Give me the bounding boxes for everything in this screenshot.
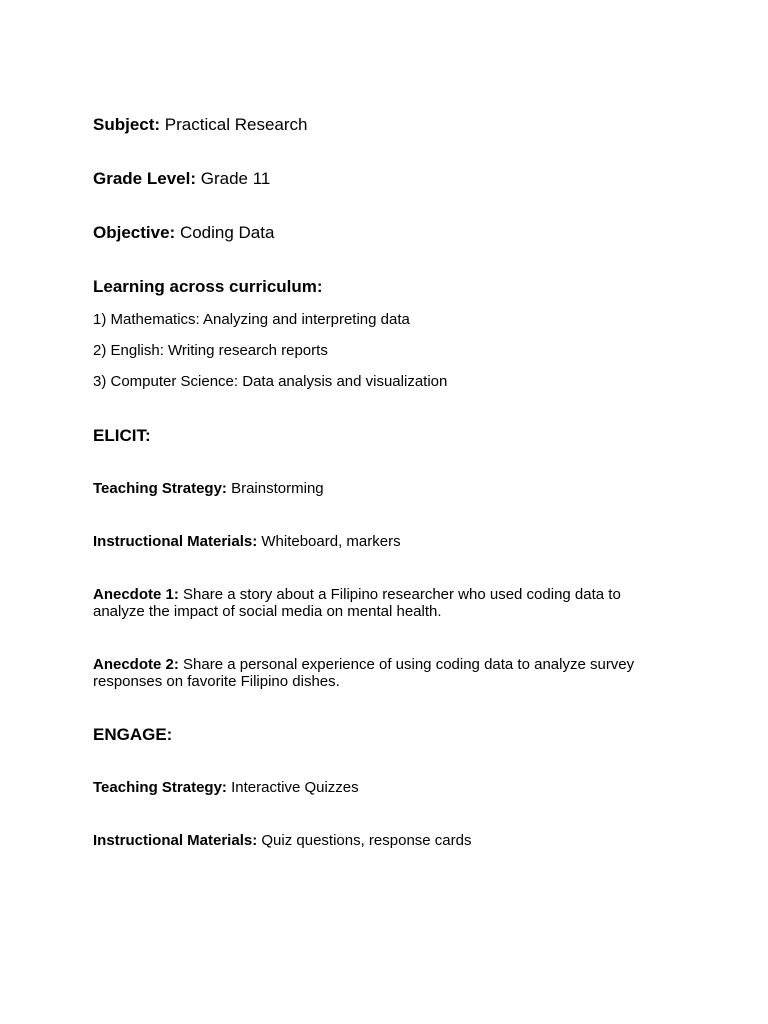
engage-materials-label: Instructional Materials:	[93, 832, 258, 849]
elicit-materials-line	[93, 533, 401, 551]
engage-materials-line	[93, 832, 472, 850]
engage-strategy-label: Teaching Strategy:	[93, 779, 227, 796]
elicit-strategy-label: Teaching Strategy:	[93, 480, 227, 497]
elicit-heading: ELICIT:	[93, 426, 151, 445]
learning-item-2: 2) English: Writing research reports	[93, 342, 328, 359]
subject-line	[93, 116, 307, 134]
elicit-strategy-line	[93, 480, 324, 498]
grade-level-label: Grade Level:	[93, 169, 196, 188]
learning-item-3: 3) Computer Science: Data analysis and visualization	[93, 373, 448, 390]
anecdote-2	[93, 656, 693, 690]
engage-strategy-value: Interactive Quizzes	[231, 779, 359, 796]
subject-label: Subject:	[93, 115, 161, 134]
learning-item-1: 1) Mathematics: Analyzing and interpreting data	[93, 311, 410, 328]
anecdote-1	[93, 586, 693, 620]
anecdote-2-text-1: Share a personal experience of using coding data to analyze survey	[183, 656, 635, 673]
anecdote-2-label: Anecdote 2:	[93, 656, 179, 673]
engage-materials-value: Quiz questions, response cards	[261, 832, 472, 849]
elicit-strategy-value: Brainstorming	[231, 480, 324, 497]
grade-level-line	[93, 170, 270, 188]
anecdote-2-line-1	[93, 656, 693, 673]
learning-heading: Learning across curriculum:	[93, 277, 323, 296]
elicit-materials-label: Instructional Materials:	[93, 533, 258, 550]
subject-value: Practical Research	[164, 115, 308, 134]
objective-value: Coding Data	[179, 223, 275, 242]
engage-heading: ENGAGE:	[93, 725, 173, 744]
anecdote-1-line-1	[93, 586, 693, 603]
anecdote-1-text-2: analyze the impact of social media on mental health.	[93, 603, 442, 620]
objective-line	[93, 224, 274, 242]
anecdote-1-label: Anecdote 1:	[93, 586, 179, 603]
grade-level-value: Grade 11	[200, 169, 271, 188]
anecdote-2-text-2: responses on favorite Filipino dishes.	[93, 673, 340, 690]
engage-strategy-line	[93, 779, 359, 797]
anecdote-1-text-1: Share a story about a Filipino researcher who used coding data to	[183, 586, 621, 603]
objective-label: Objective:	[93, 223, 176, 242]
elicit-materials-value: Whiteboard, markers	[261, 533, 401, 550]
